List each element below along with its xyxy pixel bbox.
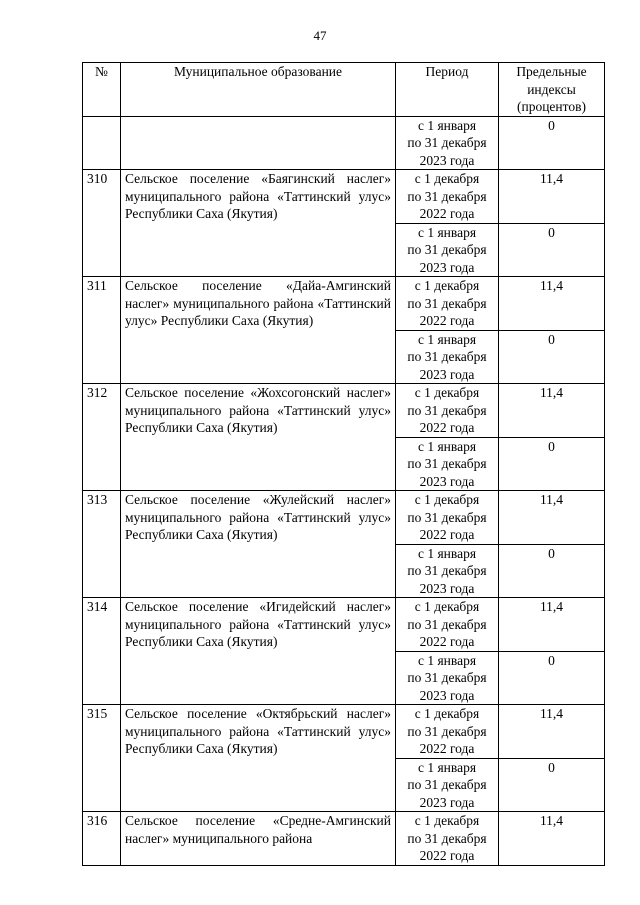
row-municipality: Сельское поселение «Жохсогонский наслег» муниципального района «Таттинский улус» Республики Саха (Якутия) — [121, 384, 396, 491]
period-line: по 31 декабря — [407, 830, 487, 846]
row-municipality: Сельское поселение «Средне-Амгинский наслег» муниципального района — [121, 812, 396, 866]
row-number: 315 — [83, 705, 121, 812]
row-number — [83, 116, 121, 170]
row-period — [396, 544, 499, 598]
period-line: 2023 года — [419, 152, 475, 168]
tariff-index-table — [82, 62, 605, 866]
row-period — [396, 705, 499, 759]
row-number: 310 — [83, 170, 121, 277]
period-line: по 31 декабря — [407, 242, 487, 257]
period-line: по 31 декабря — [407, 456, 487, 471]
row-index: 0 — [499, 223, 605, 277]
row-number: 314 — [83, 598, 121, 705]
header-number: № — [83, 63, 121, 117]
table-header-row — [83, 63, 605, 117]
row-municipality: Сельское поселение «Октябрьский наслег» муниципального района «Таттинский улус» Республики Саха (Якутия) — [121, 705, 396, 812]
period-line: с 1 декабря — [414, 278, 480, 293]
row-number: 313 — [83, 491, 121, 598]
period-line: 2022 года — [419, 527, 475, 542]
period-line: с 1 декабря — [414, 599, 480, 614]
table-row-partial — [83, 812, 605, 866]
row-index: 0 — [499, 544, 605, 598]
row-period — [396, 223, 499, 277]
period-line: с 1 декабря — [414, 171, 480, 186]
header-period: Период — [396, 63, 499, 117]
row-period — [396, 277, 499, 331]
period-line: по 31 декабря — [407, 723, 487, 739]
row-period — [396, 758, 499, 812]
table-row — [83, 491, 605, 545]
row-index: 0 — [499, 437, 605, 491]
period-line: по 31 декабря — [407, 509, 487, 525]
period-line: 2022 года — [419, 420, 475, 435]
row-period — [396, 598, 499, 652]
period-line: по 31 декабря — [407, 349, 487, 364]
period-line: с 1 января — [417, 331, 477, 347]
row-municipality: Сельское поселение «Жулейский наслег» муниципального района «Таттинский улус» Республики Саха (Якутия) — [121, 491, 396, 598]
header-municipality: Муниципальное образование — [121, 63, 396, 117]
row-municipality: Сельское поселение «Игидейский наслег» муниципального района «Таттинский улус» Республики Саха (Якутия) — [121, 598, 396, 705]
period-line: с 1 января — [417, 438, 477, 454]
row-period — [396, 651, 499, 705]
page-number: 47 — [313, 28, 327, 43]
row-period — [396, 812, 499, 866]
table-row — [83, 170, 605, 224]
period-line: по 31 декабря — [407, 402, 487, 418]
row-index: 11,4 — [499, 277, 605, 331]
period-line: с 1 января — [417, 117, 477, 133]
table-row-continuation — [83, 116, 605, 170]
period-line: по 31 декабря — [407, 188, 487, 204]
period-line: 2022 года — [419, 634, 475, 649]
row-period — [396, 116, 499, 170]
period-line: по 31 декабря — [407, 616, 487, 632]
period-line: 2023 года — [419, 259, 475, 275]
period-line: с 1 декабря — [414, 706, 480, 721]
row-index: 11,4 — [499, 491, 605, 545]
row-municipality: Сельское поселение «Баягинский наслег» муниципального района «Таттинский улус» Республики Саха (Якутия) — [121, 170, 396, 277]
period-line: по 31 декабря — [407, 670, 487, 685]
period-line: 2023 года — [419, 687, 475, 703]
row-number: 312 — [83, 384, 121, 491]
row-index: 11,4 — [499, 598, 605, 652]
row-index: 11,4 — [499, 812, 605, 866]
period-line: с 1 января — [417, 759, 477, 775]
period-line: с 1 января — [417, 224, 477, 240]
row-period — [396, 170, 499, 224]
period-line: по 31 декабря — [407, 135, 487, 150]
period-line: 2022 года — [419, 741, 475, 756]
row-period — [396, 491, 499, 545]
row-period — [396, 384, 499, 438]
period-line: 2023 года — [419, 366, 475, 382]
row-municipality: Сельское поселение «Дайа-Амгинский наслег» муниципального района «Таттинский улус» Республики Саха (Якутия) — [121, 277, 396, 384]
period-line: 2023 года — [419, 794, 475, 810]
row-period — [396, 437, 499, 491]
period-line: по 31 декабря — [407, 295, 487, 311]
period-line: 2022 года — [419, 848, 475, 863]
row-number: 311 — [83, 277, 121, 384]
row-number: 316 — [83, 812, 121, 866]
table-row — [83, 598, 605, 652]
period-line: по 31 декабря — [407, 563, 487, 578]
period-line: 2022 года — [419, 313, 475, 328]
period-line: 2022 года — [419, 206, 475, 221]
period-line: с 1 января — [417, 545, 477, 561]
period-line: по 31 декабря — [407, 777, 487, 792]
row-index: 0 — [499, 758, 605, 812]
period-line: с 1 декабря — [414, 813, 480, 828]
row-index: 0 — [499, 330, 605, 384]
row-index: 11,4 — [499, 384, 605, 438]
row-period — [396, 330, 499, 384]
period-line: 2023 года — [419, 580, 475, 596]
row-index: 0 — [499, 116, 605, 170]
period-line: с 1 декабря — [414, 385, 480, 400]
row-index: 11,4 — [499, 705, 605, 759]
header-index: Предельные индексы (процентов) — [499, 63, 605, 117]
row-municipality — [121, 116, 396, 170]
period-line: 2023 года — [419, 473, 475, 489]
period-line: с 1 декабря — [414, 492, 480, 507]
row-index: 11,4 — [499, 170, 605, 224]
row-index: 0 — [499, 651, 605, 705]
table-row — [83, 705, 605, 759]
table-row — [83, 277, 605, 331]
table-row — [83, 384, 605, 438]
period-line: с 1 января — [417, 652, 477, 668]
